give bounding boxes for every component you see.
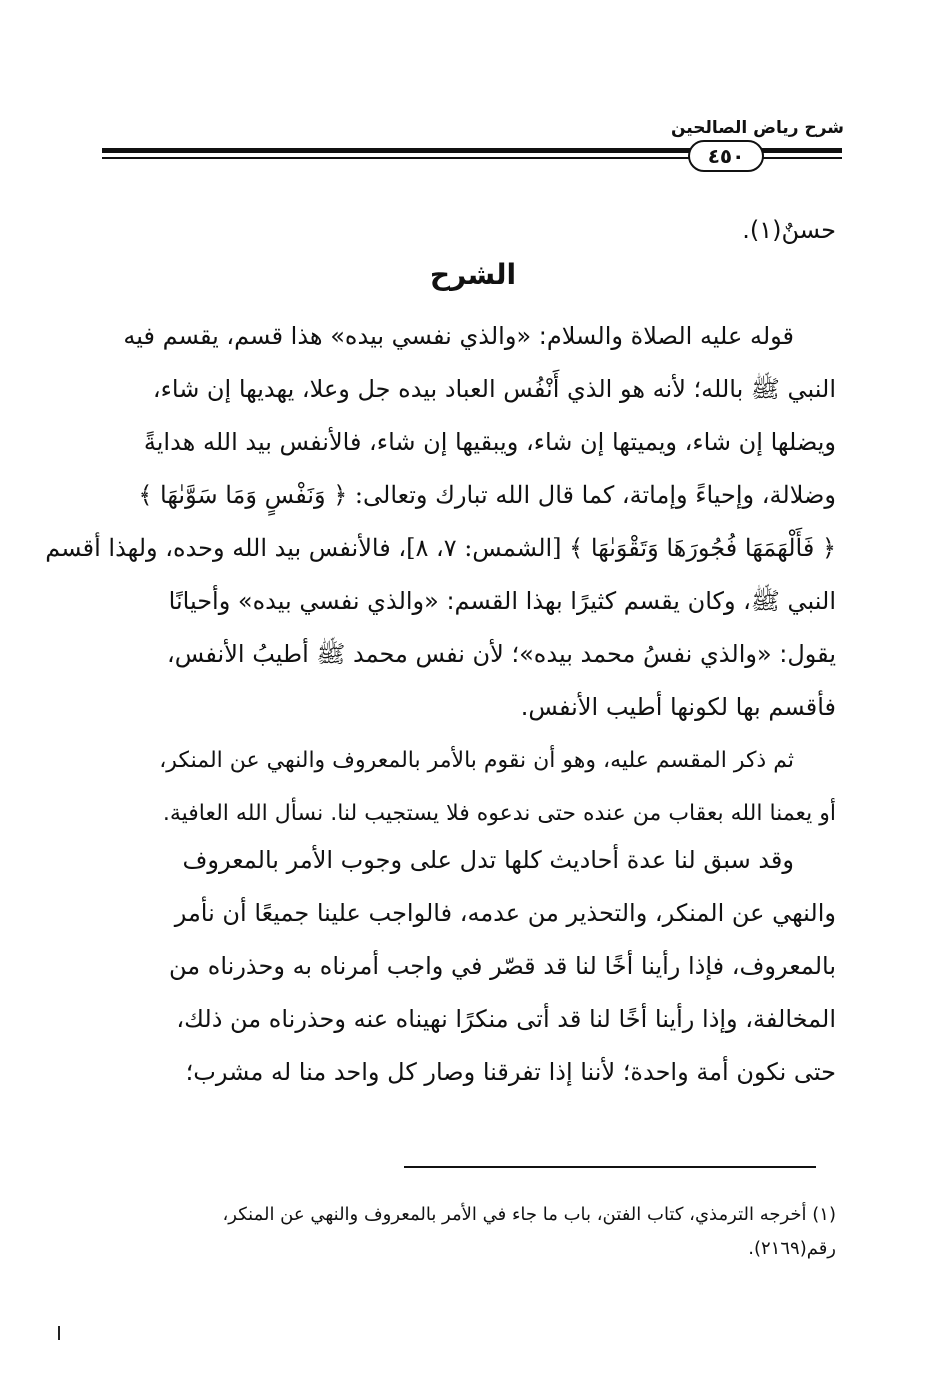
paragraph-line: النبي ﷺ، وكان يقسم كثيرًا بهذا القسم: «والذي نفسي بيده» وأحيانًا: [168, 587, 836, 615]
opening-text-block: [100, 204, 836, 257]
paragraph-2: [100, 734, 836, 840]
footnote-divider: [404, 1166, 816, 1168]
paragraph-line: قوله عليه الصلاة والسلام: «والذي نفسي بيده» هذا قسم، يقسم فيه: [123, 322, 794, 350]
paragraph-line: وقد سبق لنا عدة أحاديث كلها تدل على وجوب الأمر بالمعروف: [182, 846, 794, 874]
margin-mark: [58, 1326, 60, 1340]
paragraph-line: يقول: «والذي نفسُ محمد بيده»؛ لأن نفس محمد ﷺ أطيبُ الأنفس،: [167, 640, 836, 668]
footnote-line: (١) أخرجه الترمذي، كتاب الفتن، باب ما جاء في الأمر بالمعروف والنهي عن المنكر،: [222, 1204, 836, 1225]
paragraph-1: [45, 310, 836, 734]
page-number: ٤٥٠: [688, 140, 764, 172]
paragraph-line: ثم ذكر المقسم عليه، وهو أن نقوم بالأمر بالمعروف والنهي عن المنكر،: [159, 748, 794, 773]
paragraph-line: ويضلها إن شاء، ويميتها إن شاء، ويبقيها إن شاء، فالأنفس بيد الله هدايةً: [143, 428, 836, 456]
running-header-title: شرح رياض الصالحين: [670, 118, 844, 138]
paragraph-line: أو يعمنا الله بعقاب من عنده حتى ندعوه فلا يستجيب لنا. نسأل الله العافية.: [162, 801, 836, 826]
paragraph-line: فأقسم بها لكونها أطيب الأنفس.: [520, 693, 836, 721]
paragraph-line: وضلالة، وإحياءً وإماتة، كما قال الله تبارك وتعالى: ﴿ وَنَفْسٍ وَمَا سَوَّىٰهَا ﴾: [138, 481, 836, 509]
paragraph-line: المخالفة، وإذا رأينا أخًا لنا قد أتى منكرًا نهيناه عنه وحذرناه من ذلك،: [176, 1005, 836, 1033]
paragraph-line: النبي ﷺ بالله؛ لأنه هو الذي أَنْفُس العباد بيده جل وعلا، يهديها إن شاء،: [152, 375, 836, 403]
footnote: [100, 1198, 836, 1266]
paragraph-3: [100, 834, 836, 1099]
opening-line: حسنٌ(١).: [742, 216, 836, 244]
paragraph-line: حتى نكون أمة واحدة؛ لأننا إذا تفرقنا وصار كل واحد منا له مشرب؛: [185, 1058, 836, 1086]
paragraph-line: بالمعروف، فإذا رأينا أخًا لنا قد قصّر في واجب أمرناه به وحذرناه من: [169, 952, 836, 980]
section-title: الشرح: [429, 258, 517, 291]
paragraph-line: والنهي عن المنكر، والتحذير من عدمه، فالواجب علينا جميعًا أن نأمر: [174, 899, 836, 927]
paragraph-line: ﴿ فَأَلْهَمَهَا فُجُورَهَا وَتَقْوَىٰهَا ﴾ [الشمس: ٧، ٨]، فالأنفس بيد الله وحده، ولهذا أقسم: [45, 534, 836, 562]
footnote-line: رقم(٢١٦٩).: [748, 1238, 836, 1259]
